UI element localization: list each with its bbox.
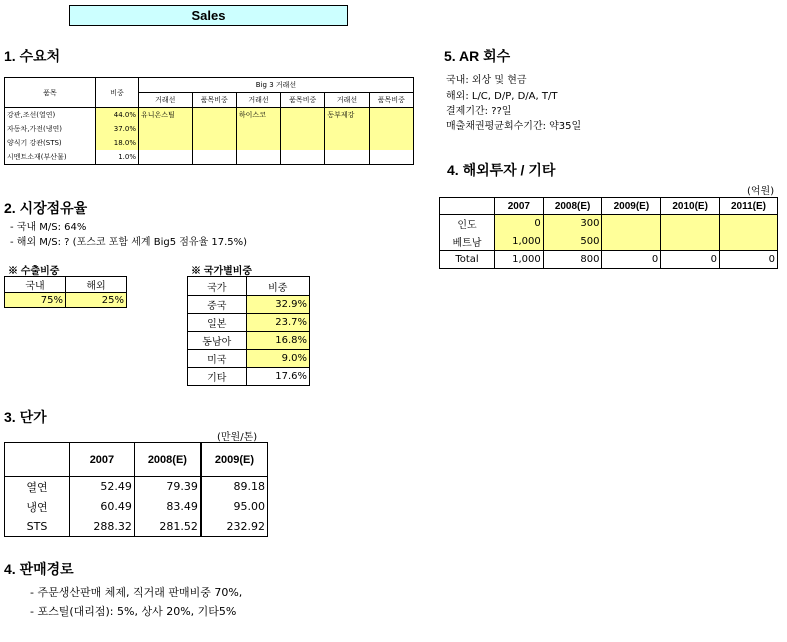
cell: 89.18 <box>201 477 268 497</box>
cell: 자동차,가전(냉연) <box>5 122 96 136</box>
header-big3: Big 3 거래선 <box>139 78 414 93</box>
cell: 500 <box>543 233 602 251</box>
cell: 0 <box>602 251 661 269</box>
cell: 23.7% <box>246 314 309 332</box>
demand-table <box>4 77 414 165</box>
cell: 17.6% <box>246 368 309 386</box>
cell: 32.9% <box>246 296 309 314</box>
ar-line: 매출채권평균회수기간: 약35일 <box>446 121 582 132</box>
share-heading: 2. 시장점유율 <box>4 200 88 216</box>
cell: 75% <box>5 293 66 308</box>
cell: 2011(E) <box>720 198 778 215</box>
cell: 281.52 <box>134 517 201 537</box>
cell: 2008(E) <box>543 198 602 215</box>
cell: 83.49 <box>134 497 201 517</box>
table-row <box>5 150 414 165</box>
table-row <box>5 108 414 123</box>
cell <box>5 443 70 477</box>
table-row <box>5 136 414 150</box>
cell: 800 <box>543 251 602 269</box>
cell: 국내 <box>5 277 66 293</box>
cell: 일본 <box>188 314 247 332</box>
country-table <box>187 276 310 386</box>
cell: 기타 <box>188 368 247 386</box>
cell: 중국 <box>188 296 247 314</box>
share-line: - 해외 M/S: ? (포스코 포함 세계 Big5 점유율 17.5%) <box>10 237 248 248</box>
page-title: Sales <box>69 5 348 26</box>
cell: 유니온스틸 <box>139 108 193 123</box>
cell: 0 <box>720 251 778 269</box>
cell: 25% <box>66 293 127 308</box>
header-sub: 거래선 <box>139 93 193 108</box>
ar-line: 결제기간: ??일 <box>446 106 512 117</box>
channel-line: - 포스틸(대리점): 5%, 상사 20%, 기타5% <box>30 605 237 618</box>
export-table <box>4 276 127 308</box>
cell: 37.0% <box>96 122 139 136</box>
cell: 강관,조선(열연) <box>5 108 96 123</box>
cell: 2009(E) <box>201 443 268 477</box>
ar-heading: 5. AR 회수 <box>444 48 511 64</box>
cell: 1.0% <box>96 150 139 165</box>
cell: 인도 <box>440 215 495 233</box>
price-table <box>4 442 268 537</box>
cell: 44.0% <box>96 108 139 123</box>
channel-line: - 주문생산판매 체제, 직거래 판매비중 70%, <box>30 586 243 599</box>
cell <box>192 108 236 123</box>
cell: STS <box>5 517 70 537</box>
demand-heading: 1. 수요처 <box>4 48 61 64</box>
country-title: ※ 국가별비중 <box>191 266 253 277</box>
header-item: 품목 <box>5 78 96 108</box>
cell: 0 <box>495 215 544 233</box>
cell: 1,000 <box>495 251 544 269</box>
cell: 1,000 <box>495 233 544 251</box>
header-sub: 품목비중 <box>281 93 325 108</box>
cell: 베트남 <box>440 233 495 251</box>
header-sub: 거래선 <box>325 93 369 108</box>
header-sub: 품목비중 <box>192 93 236 108</box>
cell: 18.0% <box>96 136 139 150</box>
export-title: ※ 수출비중 <box>8 266 60 277</box>
cell: 냉연 <box>5 497 70 517</box>
cell: 0 <box>661 251 720 269</box>
ar-line: 국내: 외상 및 현금 <box>446 75 527 86</box>
cell: 52.49 <box>70 477 135 497</box>
table-row <box>5 122 414 136</box>
cell: 미국 <box>188 350 247 368</box>
cell: 2009(E) <box>602 198 661 215</box>
cell: 300 <box>543 215 602 233</box>
cell: Total <box>440 251 495 269</box>
cell: 비중 <box>246 277 309 296</box>
cell: 양식기 강관(STS) <box>5 136 96 150</box>
price-heading: 3. 단가 <box>4 409 47 425</box>
ar-line: 해외: L/C, D/P, D/A, T/T <box>446 91 558 102</box>
cell: 288.32 <box>70 517 135 537</box>
cell: 95.00 <box>201 497 268 517</box>
header-ratio: 비중 <box>96 78 139 108</box>
cell <box>369 108 413 123</box>
cell: 동부제강 <box>325 108 369 123</box>
cell: 2007 <box>495 198 544 215</box>
cell: 79.39 <box>134 477 201 497</box>
channel-heading: 4. 판매경로 <box>4 561 74 577</box>
cell: 9.0% <box>246 350 309 368</box>
cell: 동남아 <box>188 332 247 350</box>
cell: 하이스코 <box>236 108 280 123</box>
price-unit: (만원/톤) <box>217 432 258 443</box>
cell: 해외 <box>66 277 127 293</box>
cell: 시멘트소재(부산물) <box>5 150 96 165</box>
header-sub: 품목비중 <box>369 93 413 108</box>
share-line: - 국내 M/S: 64% <box>10 222 87 233</box>
cell <box>440 198 495 215</box>
cell: 2007 <box>70 443 135 477</box>
invest-heading: 4. 해외투자 / 기타 <box>447 162 556 178</box>
cell: 열연 <box>5 477 70 497</box>
cell <box>281 108 325 123</box>
invest-unit: (억원) <box>747 186 775 197</box>
cell: 2008(E) <box>134 443 201 477</box>
cell: 60.49 <box>70 497 135 517</box>
invest-table <box>439 197 778 269</box>
cell: 16.8% <box>246 332 309 350</box>
header-sub: 거래선 <box>236 93 280 108</box>
cell: 국가 <box>188 277 247 296</box>
cell: 2010(E) <box>661 198 720 215</box>
cell: 232.92 <box>201 517 268 537</box>
